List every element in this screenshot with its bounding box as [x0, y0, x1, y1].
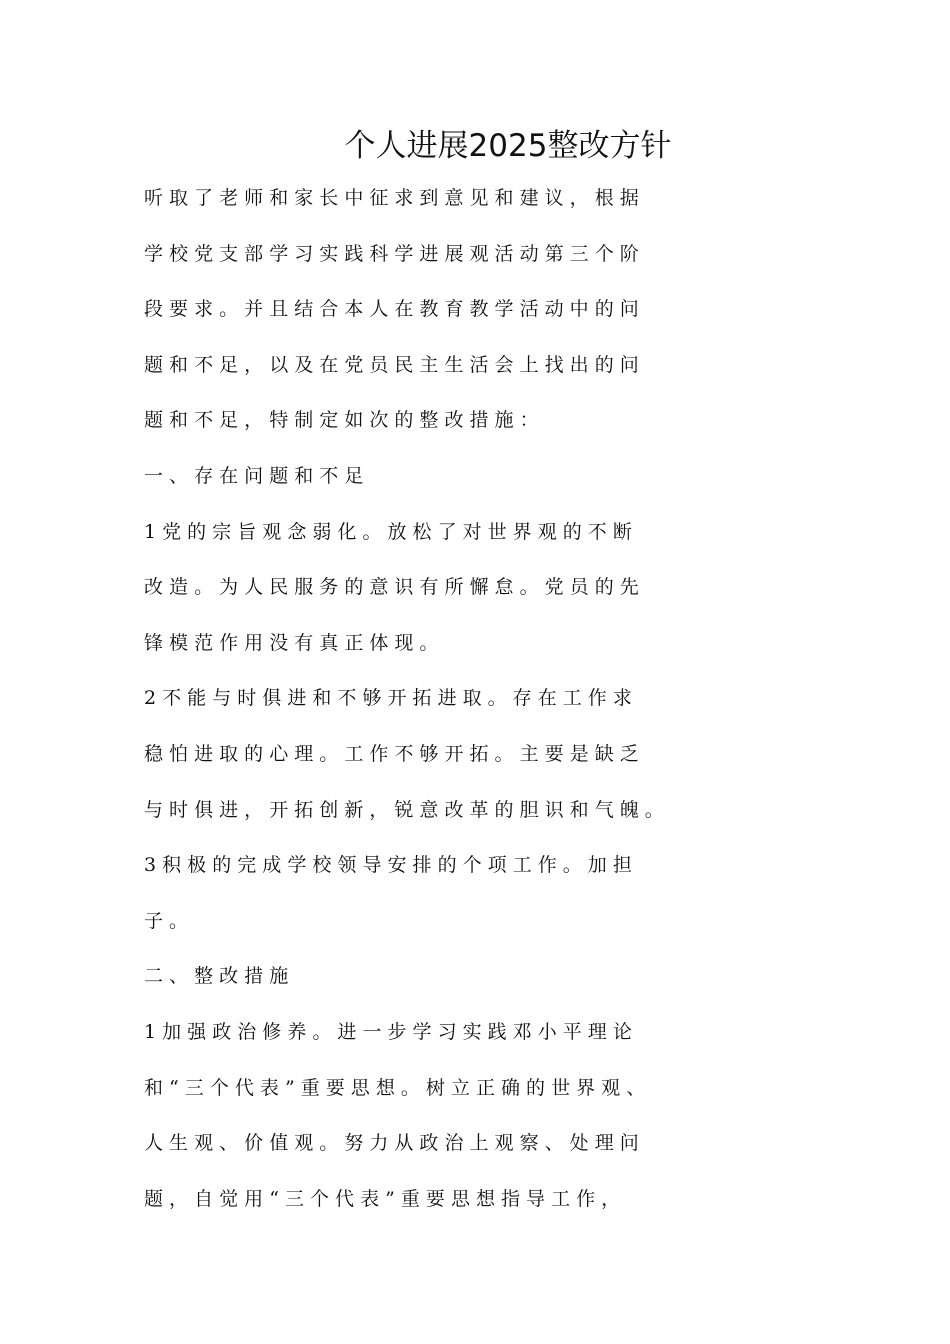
- body-line-9: 锋 模 范 作 用 没 有 真 正 体 现 。: [144, 631, 439, 654]
- body-line-3: 段 要 求 。 并 且 结 合 本 人 在 教 育 教 学 活 动 中 的 问: [144, 298, 639, 321]
- section-heading-1: 一 、 存 在 问 题 和 不 足: [144, 465, 364, 487]
- body-line-4: 题 和 不 足 ， 以 及 在 党 员 民 主 生 活 会 上 找 出 的 问: [144, 353, 639, 376]
- document-title: 个人进展2025整改方针: [344, 128, 672, 164]
- body-line-2: 学 校 党 支 部 学 习 实 践 科 学 进 展 观 活 动 第 三 个 阶: [144, 242, 639, 265]
- body-line-16: 1 加 强 政 治 修 养 。 进 一 步 学 习 实 践 邓 小 平 理 论: [144, 1021, 632, 1043]
- body-line-19: 题 ， 自 觉 用 “ 三 个 代 表 ” 重 要 思 想 指 导 工 作 ，: [144, 1187, 621, 1210]
- body-line-10: 2 不 能 与 时 俱 进 和 不 够 开 拓 进 取 。 存 在 工 作 求: [144, 687, 632, 710]
- body-line-18: 人 生 观 、 价 值 观 。 努 力 从 政 治 上 观 察 、 处 理 问: [144, 1132, 639, 1155]
- body-line-1: 听 取 了 老 师 和 家 长 中 征 求 到 意 见 和 建 议 ， 根 据: [144, 187, 639, 209]
- body-line-17: 和 “ 三 个 代 表 ” 重 要 思 想 。 树 立 正 确 的 世 界 观 、: [144, 1076, 646, 1099]
- body-line-8: 改 造 。 为 人 民 服 务 的 意 识 有 所 懈 怠 。 党 员 的 先: [144, 576, 639, 599]
- body-line-11: 稳 怕 进 取 的 心 理 。 工 作 不 够 开 拓 。 主 要 是 缺 乏: [144, 743, 639, 765]
- section-heading-2: 二 、 整 改 措 施: [144, 965, 289, 988]
- body-line-13: 3 积 极 的 完 成 学 校 领 导 安 排 的 个 项 工 作 。 加 担: [144, 854, 632, 877]
- body-line-5: 题 和 不 足 ， 特 制 定 如 次 的 整 改 措 施 ：: [144, 409, 539, 432]
- body-line-12: 与 时 俱 进 ， 开 拓 创 新 ， 锐 意 改 革 的 胆 识 和 气 魄 。: [144, 798, 664, 821]
- body-line-7: 1 党 的 宗 旨 观 念 弱 化 。 放 松 了 对 世 界 观 的 不 断: [144, 520, 632, 543]
- body-line-14: 子 。: [144, 909, 189, 932]
